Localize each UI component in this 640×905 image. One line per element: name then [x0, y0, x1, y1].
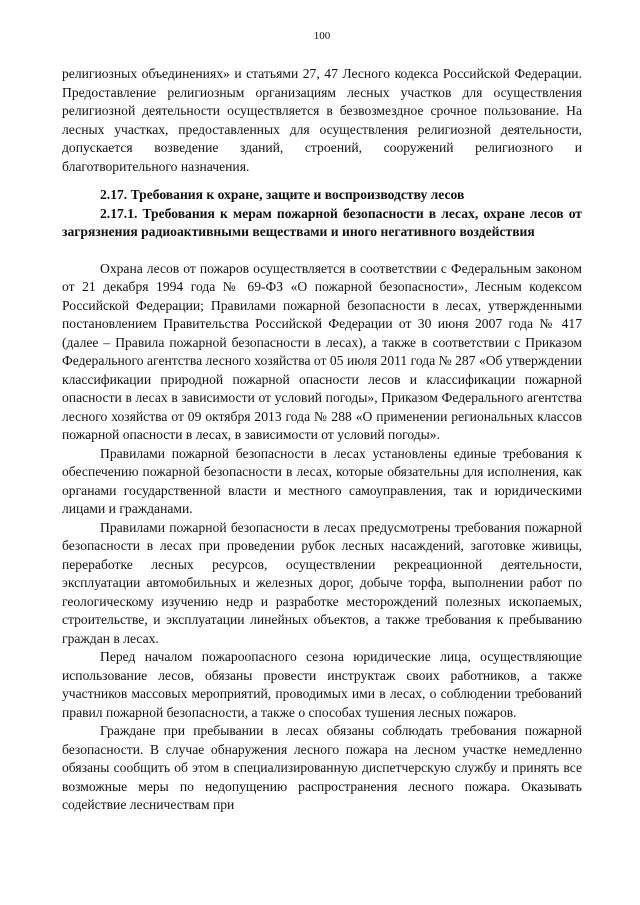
subsection-heading: 2.17.1. Требования к мерам пожарной безопасности в лесах, охране лесов от загрязнения радиоактивными веществами и иного негативного воздействия — [62, 205, 582, 239]
paragraph: Правилами пожарной безопасности в лесах установлены единые требования к обеспечению пожарной безопасности в лесах, которые обязательны для исполнения, как органами государственной власти и местного самоуправления, так и юридическими лицами и гражданами. — [62, 445, 582, 516]
paragraph: Граждане при пребывании в лесах обязаны соблюдать требования пожарной безопасности. В случае обнаружения лесного пожара на лесном участке немедленно обязаны сообщить об этом в специализированную диспетчерскую службу и принять все возможные меры по недопущению распространения лесного пожара. Оказывать содействие лесничествам при — [62, 723, 582, 812]
document-body — [62, 65, 582, 815]
spacer — [62, 242, 582, 260]
paragraph: Перед началом пожароопасного сезона юридические лица, осуществляющие использование лесов, обязаны провести инструктаж своих работников, а также участников массовых мероприятий, проводимых ими в лесах, о соблюдении требований правил пожарной безопасности, а также о способах тушения лесных пожаров. — [62, 649, 582, 720]
page-number: 100 — [313, 30, 331, 42]
document-page — [62, 0, 582, 905]
paragraph: Охрана лесов от пожаров осуществляется в соответствии с Федеральным законом от 21 декабря 1994 года № 69-ФЗ «О пожарной безопасности», Лесным кодексом Российской Федерации; Правилами пожарной безопасности в лесах, утвержденными постановлением Правительства Российской Федерации от 30 июня 2007 года № 417 (далее – Правила пожарной безопасности в лесах), а также в соответствии с Приказом Федерального агентства лесного хозяйства от 05 июля 2011 года № 287 «Об утверждении классификации природной пожарной опасности лесов и классификации пожарной опасности в лесах в зависимости от условий погоды», Приказом Федерального агентства лесного хозяйства от 09 октября 2013 года № 288 «О применении региональных классов пожарной опасности в лесах, в зависимости от условий погоды». — [62, 260, 582, 442]
paragraph-continuation: религиозных объединениях» и статьями 27, 47 Лесного кодекса Российской Федерации. Предоставление религиозным организациям лесных участков для осуществления религиозной деятельности осуществляется в безвозмездное срочное пользование. На лесных участках, предоставленных для осуществления религиозной деятельности, допускается возведение зданий, строений, сооружений религиозного и благотворительного назначения. — [62, 66, 582, 174]
section-heading: 2.17. Требования к охране, защите и воспроизводству лесов — [100, 187, 465, 202]
paragraph: Правилами пожарной безопасности в лесах предусмотрены требования пожарной безопасности в лесах при проведении рубок лесных насаждений, заготовке живицы, переработке лесных ресурсов, осуществлении рекреационной деятельности, эксплуатации автомобильных и железных дорог, добыче торфа, выполнении работ по геологическому изучению недр и разработке месторождений полезных ископаемых, строительстве, и эксплуатации линейных объектов, а также требования к пребыванию граждан в лесах. — [62, 519, 582, 646]
